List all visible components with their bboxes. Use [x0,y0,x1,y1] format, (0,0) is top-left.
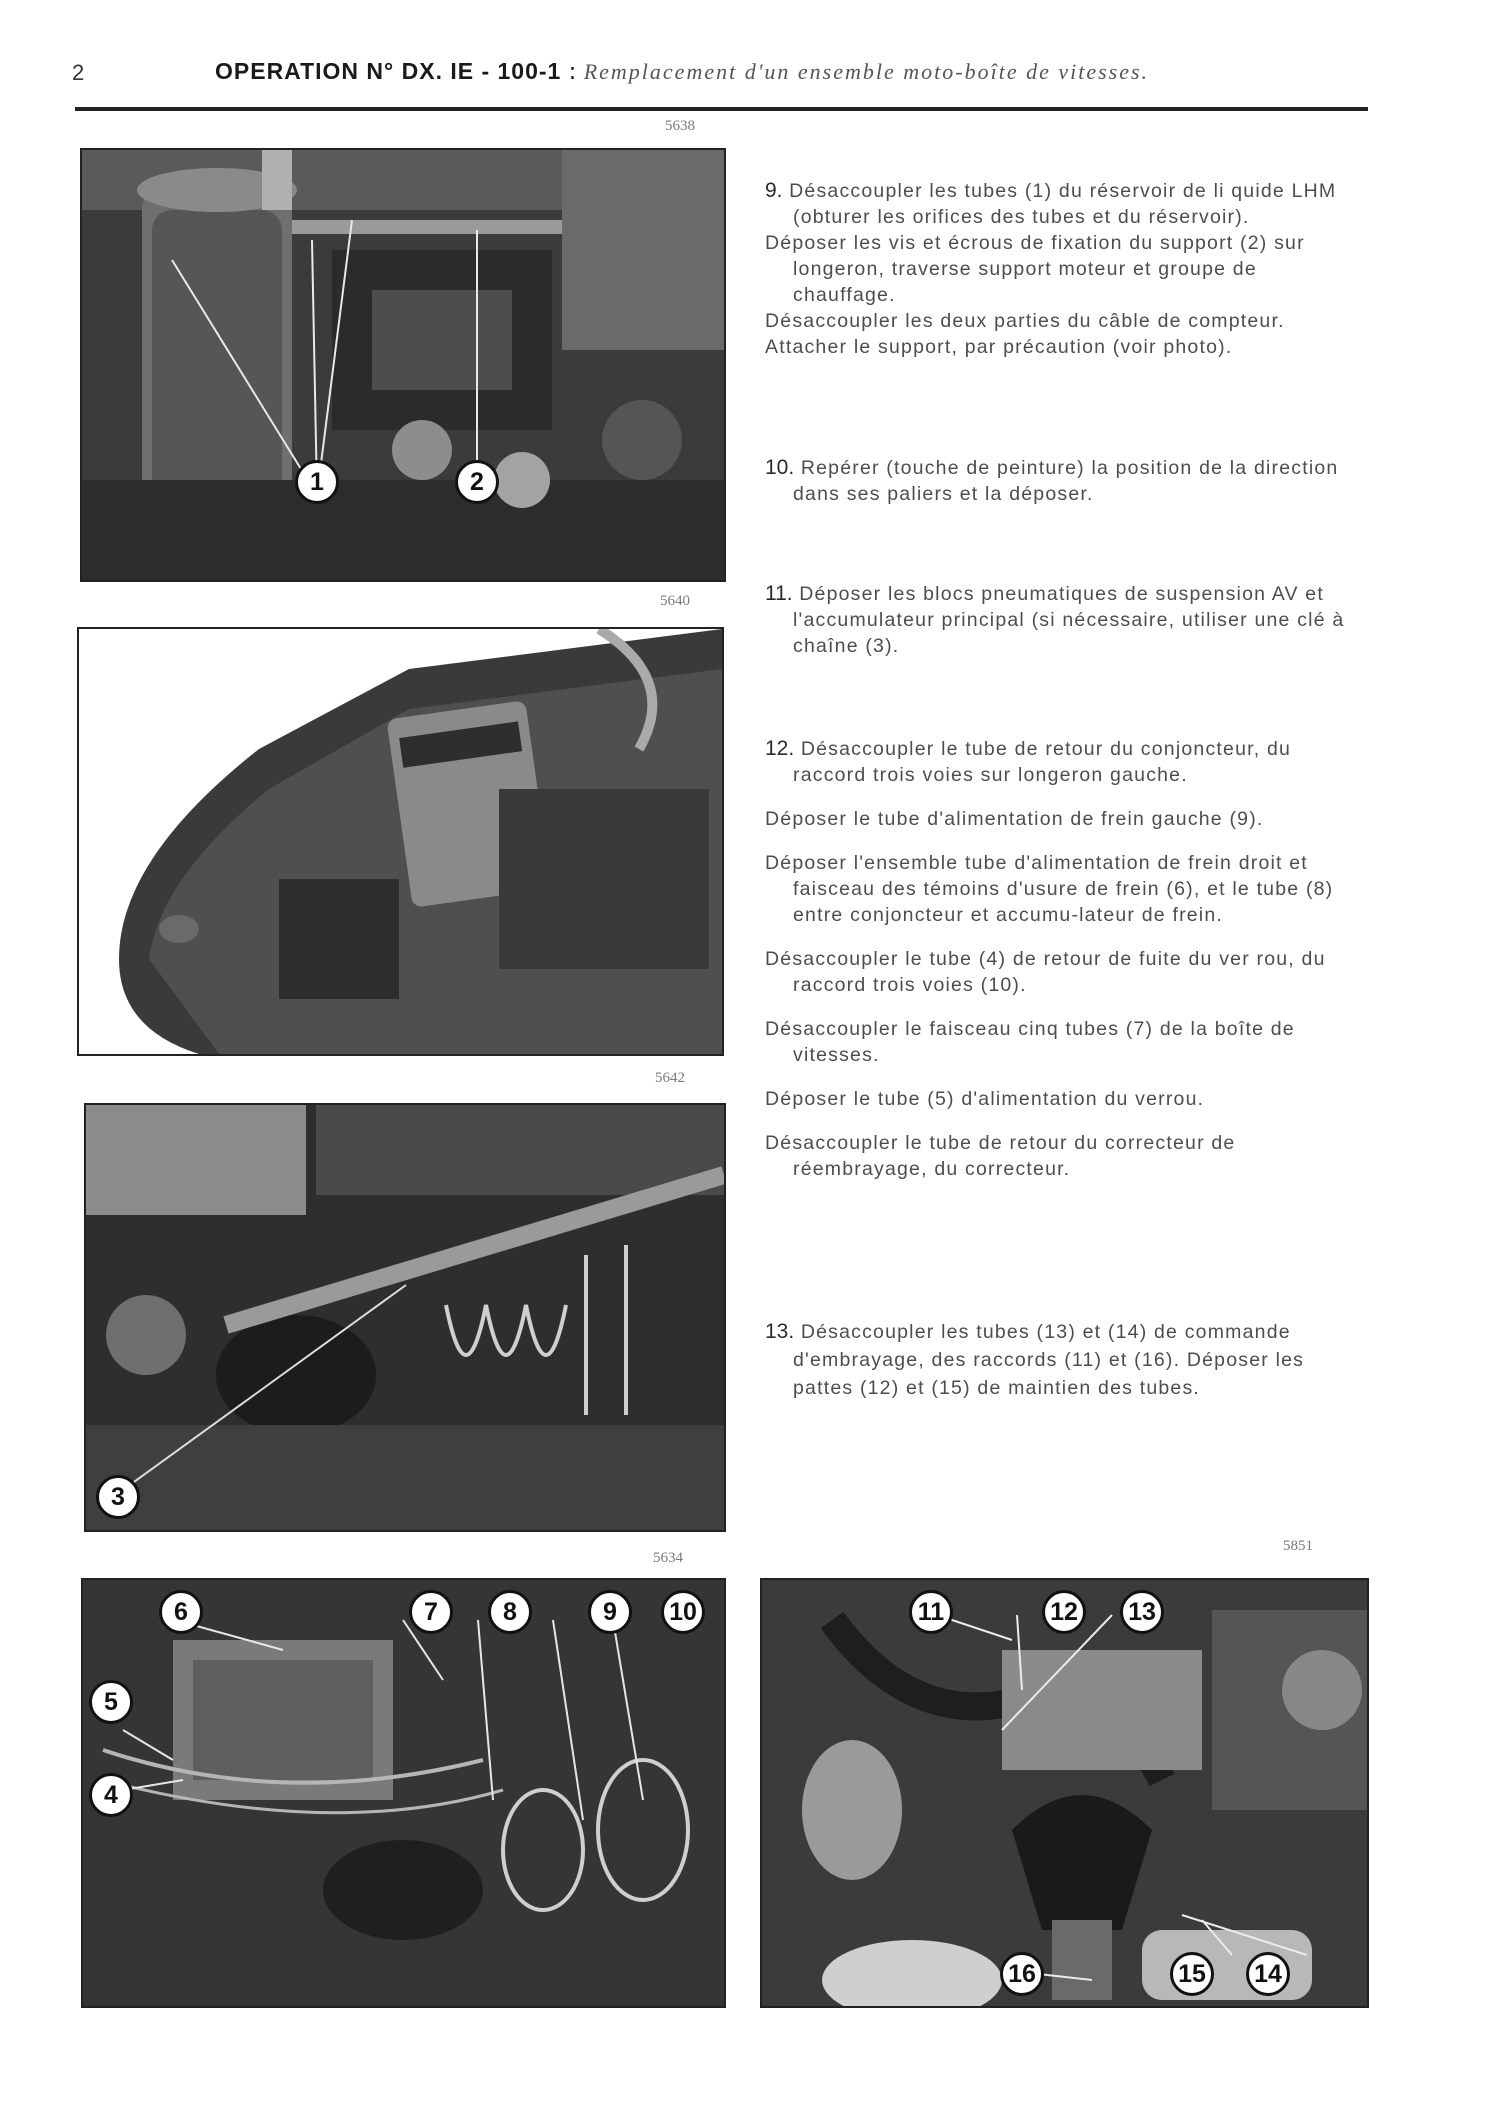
header-separator: : [561,59,584,85]
step-number: 12. [765,737,795,760]
photo-lhm-reservoir [80,148,726,582]
callout-13: 13 [1120,1590,1164,1634]
step-10-p1 [765,455,1365,507]
step-text: Désaccoupler les tubes (13) et (14) de commande d'embrayage, des raccords (11) et (16). Déposer les pattes (12) et (15) de maintien des tubes. [793,1321,1305,1399]
photo-ref-5642: 5642 [655,1070,685,1086]
step-11-p1 [765,581,1365,659]
step-9 [765,178,1365,360]
step-9-p4: Attacher le support, par précaution (voir photo). [765,336,1233,358]
callout-9: 9 [588,1590,632,1634]
step-9-p2: Déposer les vis et écrous de fixation du support (2) sur longeron, traverse support moteur et groupe de chauffage. [765,232,1305,306]
photo-ref-5638: 5638 [665,118,695,134]
page-number: 2 [72,60,85,85]
callout-1: 1 [295,460,339,504]
photo-front-suspension [77,627,724,1056]
callout-7: 7 [409,1590,453,1634]
step-13 [765,1318,1365,1402]
callout-6: 6 [159,1590,203,1634]
step-text: Désaccoupler les tubes (1) du réservoir de li quide LHM (obturer les orifices des tubes et du réservoir). [789,180,1337,228]
step-number: 10. [765,456,795,479]
step-text: Déposer les blocs pneumatiques de suspension AV et l'accumulateur principal (si nécessaire, utiliser une clé à chaîne (3). [793,583,1345,657]
step-number: 9. [765,179,783,202]
callout-12: 12 [1042,1590,1086,1634]
photo-clutch-tubes [760,1578,1369,2008]
callout-11: 11 [909,1590,953,1634]
photo-ref-5640: 5640 [660,593,690,609]
operation-subtitle: Remplacement d'un ensemble moto-boîte de vitesses. [583,59,1150,84]
step-12-p5: Désaccoupler le faisceau cinq tubes (7) de la boîte de vitesses. [765,1018,1295,1066]
step-11 [765,581,1365,659]
photo-brake-tubes [81,1578,726,2008]
step-12-p3: Déposer l'ensemble tube d'alimentation de frein droit et faisceau des témoins d'usure de frein (6), et le tube (8) entre conjoncteur et accumu-lateur de frein. [765,852,1334,926]
photo-chain-wrench [84,1103,726,1532]
photo-ref-5634: 5634 [653,1550,683,1566]
step-number: 11. [765,582,793,605]
step-12-p2: Déposer le tube d'alimentation de frein gauche (9). [765,808,1264,830]
photo-ref-5851: 5851 [1283,1538,1313,1554]
callout-3: 3 [96,1475,140,1519]
step-10 [765,455,1365,507]
operation-number: OPERATION N° DX. IE - 100-1 [215,58,562,84]
step-13-p1 [765,1318,1365,1402]
step-12-p1 [765,736,1365,788]
callout-8: 8 [488,1590,532,1634]
callout-15: 15 [1170,1952,1214,1996]
step-12-p4: Désaccoupler le tube (4) de retour de fuite du ver rou, du raccord trois voies (10). [765,948,1326,996]
callout-10: 10 [661,1590,705,1634]
step-number: 13. [765,1320,795,1343]
step-9-p3: Désaccoupler les deux parties du câble de compteur. [765,310,1285,332]
callout-14: 14 [1246,1952,1290,1996]
callout-4: 4 [89,1773,133,1817]
header-rule [75,107,1368,111]
step-12-p6: Déposer le tube (5) d'alimentation du verrou. [765,1088,1205,1110]
step-9-p1 [765,178,1365,230]
page-header [215,58,1149,85]
callout-2: 2 [455,460,499,504]
step-text: Repérer (touche de peinture) la position de la direction dans ses paliers et la déposer. [793,457,1339,505]
callout-16: 16 [1000,1952,1044,1996]
step-text: Désaccoupler le tube de retour du conjoncteur, du raccord trois voies sur longeron gauche. [793,738,1292,786]
step-12 [765,736,1365,1182]
step-12-p7: Désaccoupler le tube de retour du correcteur de réembrayage, du correcteur. [765,1132,1236,1180]
callout-5: 5 [89,1680,133,1724]
